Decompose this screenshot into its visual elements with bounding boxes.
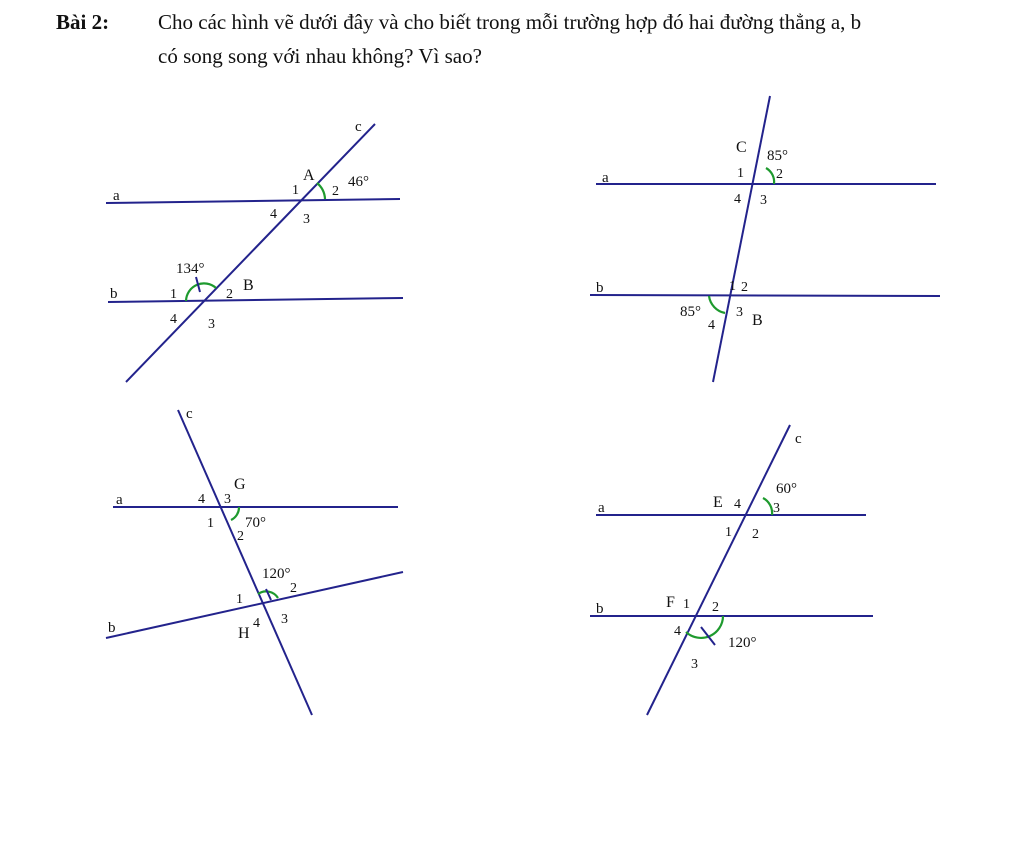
- label-A-4: 4: [270, 207, 277, 222]
- label-E-1: 1: [725, 525, 732, 540]
- label-point-B: B: [243, 277, 254, 294]
- angle-arc-F3: [686, 616, 723, 638]
- label-point-H: H: [238, 625, 250, 642]
- label-line-b: b: [110, 286, 118, 302]
- label-H-3: 3: [281, 612, 288, 627]
- figure-2-labels: [596, 139, 788, 333]
- label-C-3: 3: [760, 193, 767, 208]
- label-line-b: b: [596, 601, 604, 617]
- label-A-2: 2: [332, 184, 339, 199]
- label-G-1: 1: [207, 516, 214, 531]
- label-B-3: 3: [208, 317, 215, 332]
- figure-3: [106, 410, 403, 715]
- label-B-2: 2: [741, 280, 748, 295]
- label-point-C: C: [736, 139, 747, 156]
- label-angle-F3: 120°: [728, 635, 757, 651]
- label-line-b: b: [108, 620, 116, 636]
- label-point-G: G: [234, 476, 246, 493]
- label-angle-B4: 85°: [680, 304, 701, 320]
- label-E-3: 3: [773, 501, 780, 516]
- label-point-F: F: [666, 594, 675, 611]
- figure-4-labels: [596, 431, 802, 672]
- angle-arc-G2: [231, 507, 239, 520]
- label-G-3: 3: [224, 492, 231, 507]
- label-point-A: A: [303, 167, 315, 184]
- label-line-a: a: [113, 188, 120, 204]
- question-line-2: có song song với nhau không? Vì sao?: [158, 44, 482, 68]
- angle-arc-E3: [763, 498, 772, 515]
- label-B-3: 3: [736, 305, 743, 320]
- label-B-2: 2: [226, 287, 233, 302]
- angle-arc-A2: [317, 183, 325, 199]
- label-F-2: 2: [712, 600, 719, 615]
- label-angle-C2: 85°: [767, 148, 788, 164]
- label-F-1: 1: [683, 597, 690, 612]
- label-point-E: E: [713, 494, 723, 511]
- label-A-3: 3: [303, 212, 310, 227]
- label-C-2: 2: [776, 167, 783, 182]
- label-F-4: 4: [674, 624, 681, 639]
- label-G-2: 2: [237, 529, 244, 544]
- label-H-2: 2: [290, 581, 297, 596]
- label-B-4: 4: [708, 318, 715, 333]
- label-line-a: a: [116, 492, 123, 508]
- line-b: [108, 298, 403, 302]
- line-c: [647, 425, 790, 715]
- line-a: [106, 199, 400, 203]
- figure-3-labels: [108, 406, 297, 642]
- figure-2: [590, 96, 940, 382]
- label-angle-B1: 134°: [176, 261, 205, 277]
- angle-arc-C2: [766, 168, 774, 184]
- label-G-4: 4: [198, 492, 205, 507]
- label-angle-E3: 60°: [776, 481, 797, 497]
- label-line-b: b: [596, 280, 604, 296]
- label-A-1: 1: [292, 183, 299, 198]
- label-H-4: 4: [253, 616, 260, 631]
- angle-tick-F3: [701, 627, 715, 645]
- label-C-1: 1: [737, 166, 744, 181]
- figure-4: [590, 425, 873, 715]
- label-F-3: 3: [691, 657, 698, 672]
- label-line-c: c: [795, 431, 802, 447]
- label-E-2: 2: [752, 527, 759, 542]
- line-c: [126, 124, 375, 382]
- line-b: [590, 295, 940, 296]
- label-angle-A2: 46°: [348, 174, 369, 190]
- label-line-a: a: [598, 500, 605, 516]
- label-H-1: 1: [236, 592, 243, 607]
- figure-1: [106, 124, 403, 382]
- label-B-1: 1: [729, 279, 736, 294]
- exercise-label: Bài 2:: [56, 10, 110, 34]
- label-line-c: c: [186, 406, 193, 422]
- label-angle-H2: 120°: [262, 566, 291, 582]
- question-line-1: Cho các hình vẽ dưới đây và cho biết trong mỗi trường hợp đó hai đường thẳng a, b: [158, 10, 862, 34]
- label-line-c: c: [355, 119, 362, 135]
- label-B-4: 4: [170, 312, 177, 327]
- label-angle-G2: 70°: [245, 515, 266, 531]
- label-E-4: 4: [734, 497, 741, 512]
- label-point-B: B: [752, 312, 763, 329]
- label-B-1: 1: [170, 287, 177, 302]
- angle-arc-B4: [709, 296, 725, 313]
- label-C-4: 4: [734, 192, 741, 207]
- label-line-a: a: [602, 170, 609, 186]
- line-c: [178, 410, 312, 715]
